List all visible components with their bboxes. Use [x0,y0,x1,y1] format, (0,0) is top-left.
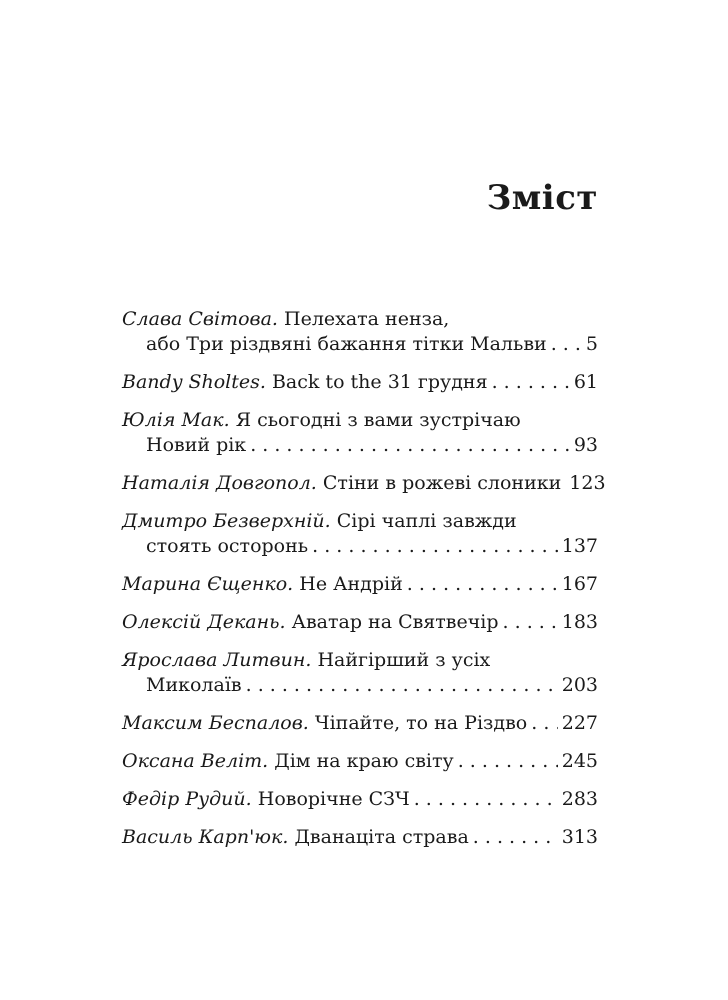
toc-entry [122,648,598,698]
toc-entry-line [122,509,598,534]
toc-author: Слава Світова. [122,308,278,330]
toc-title: Аватар на Святвечір [291,611,499,633]
toc-entry-line [122,307,598,332]
toc-author: Оксана Веліт. [122,750,269,772]
toc-leader-dots [492,370,570,395]
toc-leader-dots [407,572,558,597]
toc-entry-line [122,433,598,458]
toc-leader-dots [503,610,558,635]
toc-author: Юлія Мак. [122,409,230,431]
toc-entry [122,307,598,357]
toc-entry-line [122,332,598,357]
toc-title: Не Андрій [299,573,403,595]
toc-page-number: 93 [573,434,598,456]
table-of-contents [122,307,606,863]
toc-title-continued: або Три різдвяні бажання тітки Мальви [146,333,547,355]
toc-page-number: 313 [561,826,598,848]
toc-title: Найгірший з усіх [317,649,491,671]
toc-author: Василь Карп'юк. [122,826,289,848]
toc-entry-line [122,534,598,559]
toc-page-number: 283 [561,788,598,810]
toc-page-number: 245 [561,750,598,772]
toc-title: Я сьогодні з вами зустрічаю [235,409,521,431]
toc-title: Back to the 31 грудня [271,371,488,393]
toc-leader-dots [551,332,582,357]
toc-title-continued: стоять осторонь [146,535,309,557]
toc-entry-line [122,471,606,496]
toc-entry [122,749,598,774]
toc-author: Максим Беспалов. [122,712,309,734]
toc-entry-line [122,749,598,774]
toc-entry-line [122,610,598,635]
toc-entry [122,787,598,812]
toc-entry-line [122,648,598,673]
toc-title: Чіпайте, то на Різдво [314,712,528,734]
toc-entry-line [122,572,598,597]
toc-leader-dots [531,711,557,736]
toc-entry [122,572,598,597]
toc-entry-line [122,711,598,736]
toc-author: Федір Рудий. [122,788,252,810]
toc-author: Bandy Sholtes. [122,371,266,393]
toc-entry [122,711,598,736]
toc-author: Олексій Декань. [122,611,286,633]
toc-author: Дмитро Безверхній. [122,510,331,532]
page-title: Зміст [486,178,598,218]
toc-title: Пелехата ненза, [284,308,450,330]
toc-page-number: 203 [561,674,598,696]
toc-entry [122,408,598,458]
toc-entry-line [122,825,598,850]
toc-entry-line [122,408,598,433]
toc-entry [122,610,598,635]
toc-title: Стіни в рожеві слоники [322,472,562,494]
toc-title-continued: Миколаїв [146,674,242,696]
toc-entry-line [122,787,598,812]
toc-entry [122,370,598,395]
toc-author: Марина Єщенко. [122,573,294,595]
toc-author: Наталія Довгопол. [122,472,317,494]
toc-page-number: 137 [561,535,598,557]
toc-entry [122,825,598,850]
toc-entry-line [122,673,598,698]
toc-entry-line [122,370,598,395]
toc-leader-dots [312,534,558,559]
toc-title: Новорічне СЗЧ [257,788,410,810]
toc-title: Дім на краю світу [274,750,454,772]
toc-title-continued: Новий рік [146,434,247,456]
toc-entry [122,509,598,559]
toc-entry [122,471,606,496]
toc-author: Ярослава Литвин. [122,649,312,671]
toc-leader-dots [246,673,558,698]
toc-title: Дванаціта страва [294,826,469,848]
toc-page-number: 227 [561,712,598,734]
toc-page-number: 183 [561,611,598,633]
toc-page-number: 5 [585,333,598,355]
toc-leader-dots [458,749,558,774]
toc-leader-dots [414,787,558,812]
toc-page-number: 167 [561,573,598,595]
toc-leader-dots [473,825,558,850]
toc-leader-dots [250,433,570,458]
toc-page-number: 61 [573,371,598,393]
toc-title: Сірі чаплі завжди [336,510,517,532]
toc-page-number: 123 [569,472,606,494]
